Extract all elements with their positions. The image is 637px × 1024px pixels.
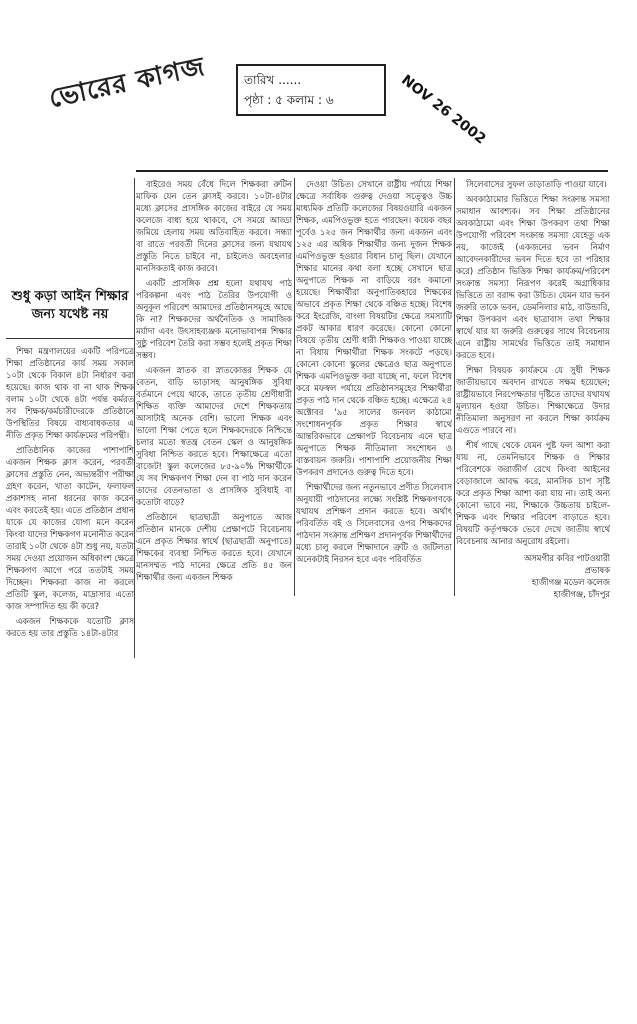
headline-separator <box>6 338 134 339</box>
paragraph: একজন শিক্ষককে যতোটি ক্লাস করতে হয় তার প্রস্তুতি ১৪টা-৪টার <box>6 616 134 638</box>
column-divider <box>294 178 295 596</box>
author-college: হাজীগঞ্জ মডেল কলেজ <box>531 577 610 587</box>
author-title: প্রভাষক <box>584 565 610 575</box>
paragraph: অবকাঠামোর ভিত্তিতে শিক্ষা সংক্রান্ত সমস্যা সমাধান আবশ্যক। সব শিক্ষা প্রতিষ্ঠানের অবকাঠামো এবং শিক্ষা উপকরণ তথা শিক্ষা উপযোগী পরিবেশ সংক্রান্ত সমস্যা যেহেতু এক নয়, কাজেই (একজনের ভবন নির্মাণ আবেদনকারীদের ভবন দিতে হবে তা পরিহার করে) প্রতিষ্ঠান ভিত্তিক শিক্ষা কার্যক্রম/পরিবেশ সংক্রান্ত সমস্যা নিরূপণ করেই অগ্রাধিকার ভিত্তিতে তা বরাদ্দ করা উচিত। যেমন যার ভবন জরুরি তাকে ভবন, ডেমনিলার মাঠ, বাউন্ডারি, শিক্ষা উপকরণ এবং ছাত্রাবাস তথা শিক্ষার স্বার্থে যার যা জরুরি গুরুত্বের সাথে বিবেচনায় এনে রাষ্ট্রীয় সামর্থের ভিত্তিতে তাই সমাধান করতে হবে। <box>456 194 610 360</box>
column-divider <box>454 178 455 596</box>
paragraph: বাইরেও সময় বেঁধে দিলে শিক্ষকরা রুটিন মাফিক যেন তেন ক্লাসই করবে। ১০টা-৪টার মধ্যে ক্লাসের প্রাসঙ্গিক কাজের বাইরে যে সময় কলেজে বাধ্য হয়ে থাকবে, সে সময়ে আড্ডা জমিয়ে হেলায় সময় অতিবাহিত করবে। সন্ধ্যা বা রাতে পরবর্তী দিনের ক্লাসের জন্য যথাযথ প্রস্তুতি নিতে চাইবে না, চাইলেও অবহেলার মানসিকতাই কাজ করবে। <box>136 179 292 273</box>
article-column-4 <box>456 178 610 578</box>
stamp-line-2: পৃষ্ঠা : ৫ কলাম : ৬ <box>244 93 334 107</box>
article-column-1 <box>6 345 134 665</box>
paragraph: একজন স্নাতক বা স্নাতকোত্তর শিক্ষক যে বেতন, বাড়ি ভাড়াসহ আনুষঙ্গিক সুবিধা বর্তমানে পেয়ে থাকে, তাতে তৃতীয় শ্রেণীধারী শিক্ষিত ব্যক্তি আমাদের দেশে শিক্ষকতায় আসাটাই অনেক বেশি। ভালো শিক্ষক এবং ভালো শিক্ষা পেতে হলে শিক্ষকদেরকে নিশ্চিন্তে চলার মতো স্বতন্ত্র বেতন স্কেল ও আনুষঙ্গিক সুবিধা নিশ্চিত করতে হবে। শিক্ষাক্ষেত্রে এতো বাজেট! স্কুল কলেজের ৮৫-৯০% শিক্ষার্থীকে যে সব শিক্ষকগণ শিক্ষা দেন বা পাঠ দান করেন তাদের বেতনভাতা ও প্রাসঙ্গিক সুবিধাই বা কতোটা বাড়ে? <box>136 365 292 507</box>
paragraph: প্রাতিষ্ঠানিক কাজের পাশাপাশি একজন শিক্ষক ক্লাস করেন, পরবর্তী ক্লাসের প্রস্তুতি নেন, অভ্যন্তরীণ পরীক্ষা গ্রহণ করেন, খাতা কাটেন, ফলাফল প্রকাশসহ নানা ধরনের কাজ করেন এবং করতেই হয়। এতে প্রতিষ্ঠান প্রধান যাকে যে কাজের যোগ্য মনে করেন কিংবা যাদের শিক্ষকগণ মনোনীত করেন তারাই ১০টা থেকে ৪টা শুধু নয়, যতটা সময় দেওয়া প্রয়োজন অধিকাংশ ক্ষেত্রে শিক্ষকগণ আগে পরে ততটাই সময় দিচ্ছেন। শিক্ষকরা কাজ না করলে প্রতিটি স্কুল, কলেজ, মাদ্রাসার এতো কাজ সম্পাদিত হয় কী করে? <box>6 445 134 611</box>
paragraph: শিক্ষা বিষয়ক কার্যক্রমে যে সুধী শিক্ষক জাতীয়ভাবে অবদান রাখতে সক্ষম হয়েছেন; রাষ্ট্রীয়ভাবে নিরপেক্ষতার দৃষ্টিতে তাদের যথাযথ মূল্যায়ন হওয়া উচিত। শিক্ষাক্ষেত্রে উদার নীতিমালা অনুসরণ না করলে শিক্ষা কার্যক্রম এগুতে পারবে না। <box>456 365 610 435</box>
paragraph: শীর্ষ গাছে থেকে যেমন পুষ্ট ফল আশা করা যায় না, তেমনিভাবে শিক্ষক ও শিক্ষার পরিবেশকে জরাজীর্ণ রেখে কিংবা আইনের বেড়াজালে আবদ্ধ করে, মানসিক চাপ সৃষ্টি করে প্রকৃত শিক্ষা আশা করা যায় না। তাই অন্য কোনো ভাবে নয়, শিক্ষাকে উচ্চতায় চাইলে- শিক্ষক এবং শিক্ষার পরিবেশ বাড়াতে হবে। বিষয়টি কর্তৃপক্ষকে ভেবে দেখে জাতীয় স্বার্থে বিবেচনায় আনার অনুরোধ রইলো। <box>456 440 610 546</box>
paragraph: শিক্ষার্থীদের জন্য নতুনভাবে প্রণীত সিলেবাস অনুযায়ী পাঠদানের লক্ষ্যে সংশ্লিষ্ট শিক্ষকগণকে যথাযথ প্রশিক্ষণ প্রদান করতে হবে। অর্থাৎ পরিবর্তিত বই ও সিলেবাসের ওপর শিক্ষকদের পাঠদান সংক্রান্ত প্রশিক্ষণ প্রদানপূর্বক শিক্ষার্থীদের মধ্যে চালু করলে শিক্ষাদানে ত্রুটি ও জটিলতা অনেকটাই নিরসন হবে এবং পরিবর্তিত <box>296 482 452 564</box>
article-column-3 <box>296 178 452 596</box>
author-place: হাজীগঞ্জ, চাঁদপুর <box>553 589 610 599</box>
paragraph: শিক্ষা মন্ত্রণালয়ের একটি পরিপত্রে শিক্ষা প্রতিষ্ঠানের কার্য সময় সকাল ১০টা থেকে বিকাল ৪টা নির্ধারণ করা হয়েছে। কাজ থাক বা না থাক শিক্ষক বলাম ১০টা থেকে ৪টা পর্যন্ত কর্মরত সব শিক্ষক/কর্মচারীদেরকে প্রতিষ্ঠানে উপস্থিতির বিষয়ে বাধ্যবাধকতার এ নীতি প্রকৃত শিক্ষা কার্যক্রমের পরিপন্থী। <box>6 346 134 440</box>
paragraph: একটি প্রাসঙ্গিক প্রশ্ন হলো যথাযথ পাঠ পরিকল্পনা এবং পাঠ তৈরির উপযোগী ও অনুকূল পরিবেশ আমাদের প্রতিষ্ঠানসমূহে আছে কি না? শিক্ষকদের অর্থনৈতিক ও সামাজিক মর্যাদা এবং উৎসাহব্যঞ্জক মনোভাবাপন্ন শিক্ষার সুষ্ঠু পরিবেশ তৈরি করা সম্ভব হলেই প্রকৃত শিক্ষা সম্ভব। <box>136 278 292 360</box>
column-divider <box>134 178 135 658</box>
date-stamp: NOV 26 2002 <box>398 72 489 148</box>
paragraph: দেওয়া উচিত। সেখানে রাষ্ট্রীয় পর্যায়ে শিক্ষা ক্ষেত্রে সর্বাধিক গুরুত্ব দেওয়া সত্ত্বেও উচ্চ মাধ্যমিক প্রতিটি কলেজের বিষয়ওয়ারি একজন শিক্ষক, এমপিওভুক্ত হতে পারছেন। কয়েক বছর পূর্বেও ১২৫ জন শিক্ষার্থীর জন্য একজন এবং ১২৫ এর অধিক শিক্ষার্থীর জন্য দুজন শিক্ষক এমপিওভুক্ত হওয়ার বিধান চালু ছিল। যেখানে শিক্ষার মানের কথা বলা হচ্ছে সেখানে ছাত্র অনুপাতে শিক্ষক না বাড়িয়ে বরং কমানো হয়েছে। শিক্ষার্থীরা অনুপাতিকহারে শিক্ষকের অভাবে প্রকৃত শিক্ষা থেকে বঞ্চিত হচ্ছে। বিশেষ করে ইংরেজি, বাংলা বিষয়টির ক্ষেত্রে সমস্যাটি প্রকট আকার ধারণ করেছে। কোনো কোনো বিষয়ে তৃতীয় শ্রেণী ধারী শিক্ষকও পাওয়া যাচ্ছে না বিধায় শিক্ষার্থীরা শিক্ষক সংকটে পড়ছে। কোনো কোনো স্কুলের ক্ষেত্রেও ছাত্র অনুপাতে শিক্ষক এমপিওভুক্ত করা যাচ্ছে না, ফলে বিশেষ করে মফস্বল পর্যায়ে প্রতিষ্ঠানসমূহের শিক্ষার্থীরা প্রকৃত পাঠ দান থেকে বঞ্চিত হচ্ছে। এক্ষেত্রে ২৪ অক্টোবর '৯৫ সালের জনবল কাঠামো সংশোধনপূর্বক প্রকৃত শিক্ষার স্বার্থে আন্তরিকভাবে প্রেক্ষাপট বিবেচনায় এনে ছাত্র অনুপাতে শিক্ষক নীতিমালা সংশোধন ও বাস্তবায়ন জরুরি। পাশাপাশি প্রয়োজনীয় শিক্ষা উপকরণ প্রদানেও গুরুত্ব দিতে হবে। <box>296 179 452 477</box>
article-headline: শুধু কড়া আইন শিক্ষার জন্য যথেষ্ট নয় <box>11 289 129 322</box>
paragraph: সিলেবাসের সুফল তাড়াতাড়ি পাওয়া যাবে। <box>466 179 607 189</box>
article-top-rule <box>136 170 608 172</box>
paragraph: প্রতিষ্ঠানে ছাত্রছাত্রী অনুপাতে আজ প্রতিষ্ঠান মানকে দেশীয় প্রেক্ষাপটে বিবেচনায় এনে প্রকৃত শিক্ষার স্বার্থে (ছাত্রছাত্রী অনুপাতে) শিক্ষকের ব্যবস্থা নিশ্চিত করতে হবে। যেখানে মানসম্মত পাঠ দানের ক্ষেত্রে প্রতি ৪৫ জন শিক্ষার্থীর জন্য একজন শিক্ষক <box>136 512 292 582</box>
newspaper-masthead: ভোরের কাগজ <box>46 51 208 115</box>
article-column-2 <box>136 178 292 596</box>
stamp-line-1: তারিখ ...... <box>244 73 302 87</box>
clipping-stamp <box>236 64 386 116</box>
author-name: অসমগীর কবির পাটওয়ারী <box>524 553 610 563</box>
